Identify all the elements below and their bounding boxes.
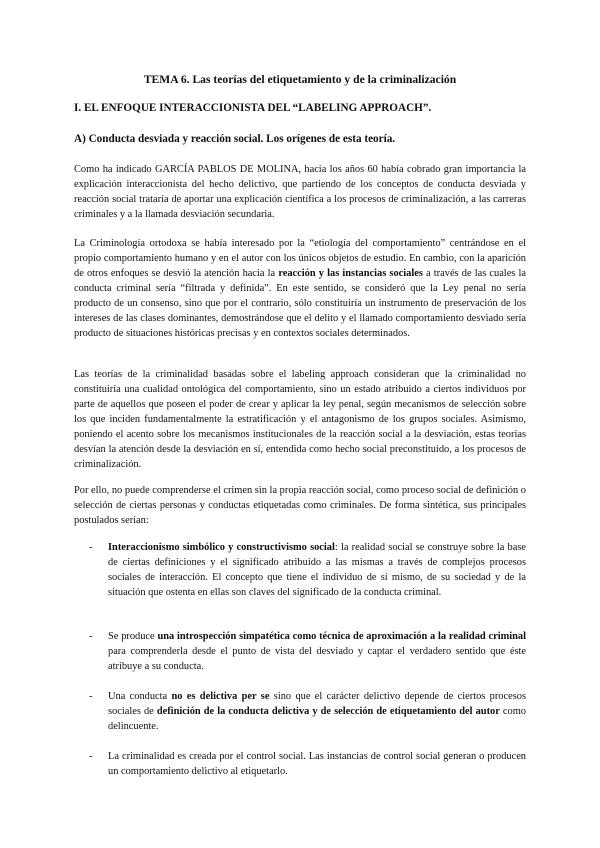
paragraph-2-bold: reacción y las instancias sociales (278, 268, 423, 279)
bullet-3-text-b: sino que el carácter delictivo depende de ciertos procesos sociales de (108, 691, 527, 717)
bullet-4-text: La criminalidad es creada por el control social. Las instancias de control social generan o producen un comportamiento delictivo al etiquetarlo. (108, 751, 526, 777)
document-title: TEMA 6. Las teorías del etiquetamiento y de la criminalización (143, 73, 457, 86)
section-heading: I. EL ENFOQUE INTERACCIONISTA DEL “LABELING APPROACH”. (74, 102, 432, 114)
bullet-2-bold: una introspección simpatética como técnica de aproximación a la realidad criminal (157, 631, 526, 642)
bullet-3-bold-a: no es delictiva per se (171, 691, 270, 702)
bullet-list-item-1 (74, 540, 526, 600)
bullet-1-bold: Interaccionismo simbólico y constructivismo social (108, 542, 335, 553)
bullet-2-text-b: para comprenderla desde el punto de vista del desviado y captar el verdadero sentido que éste atribuye a su conducta. (108, 646, 526, 672)
bullet-list-item-3 (74, 689, 526, 734)
paragraph-1: Como ha indicado GARCÍA PABLOS DE MOLINA, hacia los años 60 había cobrado gran importancia la explicación interaccionista del hecho delictivo, que partiendo de los conceptos de conducta desviada y reacción social trataría de aportar una explicación científica a los procesos de criminalización, a las carreras criminales y a la llamada desviación secundaria. (74, 164, 526, 220)
paragraph-2-text-b: a través de las cuales la conducta criminal sería “filtrada y definida”. En este sentido, se consideró que la Ley penal no sería producto de un consenso, sino que por el contrario, sólo constituiría un instrumento de preservación de los intereses de las clases dominantes, demostrándose que el delito y el llamado comportamiento desviado sería producto de situaciones históricas precisas y en contextos sociales determinados. (74, 268, 526, 339)
paragraph-2 (74, 236, 526, 341)
bullet-list-item-4 (74, 749, 526, 779)
bullet-dash: - (89, 751, 93, 762)
list-item (74, 540, 526, 600)
bullet-3-text-c: como delincuente. (108, 706, 526, 732)
bullet-dash: - (89, 691, 93, 702)
paragraph-2-text-a: La Criminología ortodoxa se había interesado por la “etiología del comportamiento” centrándose en el propio comportamiento humano y en el autor con los únicos objetos de estudio. En cambio, con la aparición de otros enfoques se desvió la atención hacia la (74, 238, 526, 279)
bullet-3-text-a: Una conducta (108, 691, 172, 702)
list-item (74, 629, 526, 674)
subsection-heading: A) Conducta desviada y reacción social. Los orígenes de esta teoría. (74, 133, 396, 145)
bullet-list-item-2 (74, 629, 526, 674)
list-item (74, 689, 526, 734)
list-item (74, 749, 526, 779)
bullet-dash: - (89, 542, 93, 553)
paragraph-4: Por ello, no puede comprenderse el crimen sin la propia reacción social, como proceso social de definición o selección de ciertas personas y conductas etiquetadas como criminales. De forma sintética, sus principales postulados serían: (74, 485, 526, 526)
bullet-1-text: : la realidad social se construye sobre la base de ciertas definiciones y el significado atribuido a las mismas a través de complejos procesos sociales de interacción. El concepto que tiene el individuo de sí mismo, de su sociedad y de la situación que ostenta en ellas son claves del significado de la conducta criminal. (108, 542, 526, 598)
bullet-3-bold-b: definición de la conducta delictiva y de selección de etiquetamiento del autor (156, 706, 500, 717)
paragraph-3: Las teorías de la criminalidad basadas sobre el labeling approach consideran que la criminalidad no constituiría una cualidad ontológica del comportamiento, sino un estado atribuido a ciertos individuos por parte de aquellos que poseen el poder de crear y aplicar la ley penal, según mecanismos de selección sobre los que inciden fundamentalmente la estratificación y el antagonismo de los grupos sociales. Asimismo, poniendo el acento sobre los mecanismos institucionales de la reacción social a la desviación, estas teorías desvían la atención desde la desviación en sí, entendida como hecho social preconstituido, a los procesos de criminalización. (74, 369, 526, 470)
bullet-2-text-a: Se produce (108, 631, 158, 642)
bullet-dash: - (89, 631, 93, 642)
